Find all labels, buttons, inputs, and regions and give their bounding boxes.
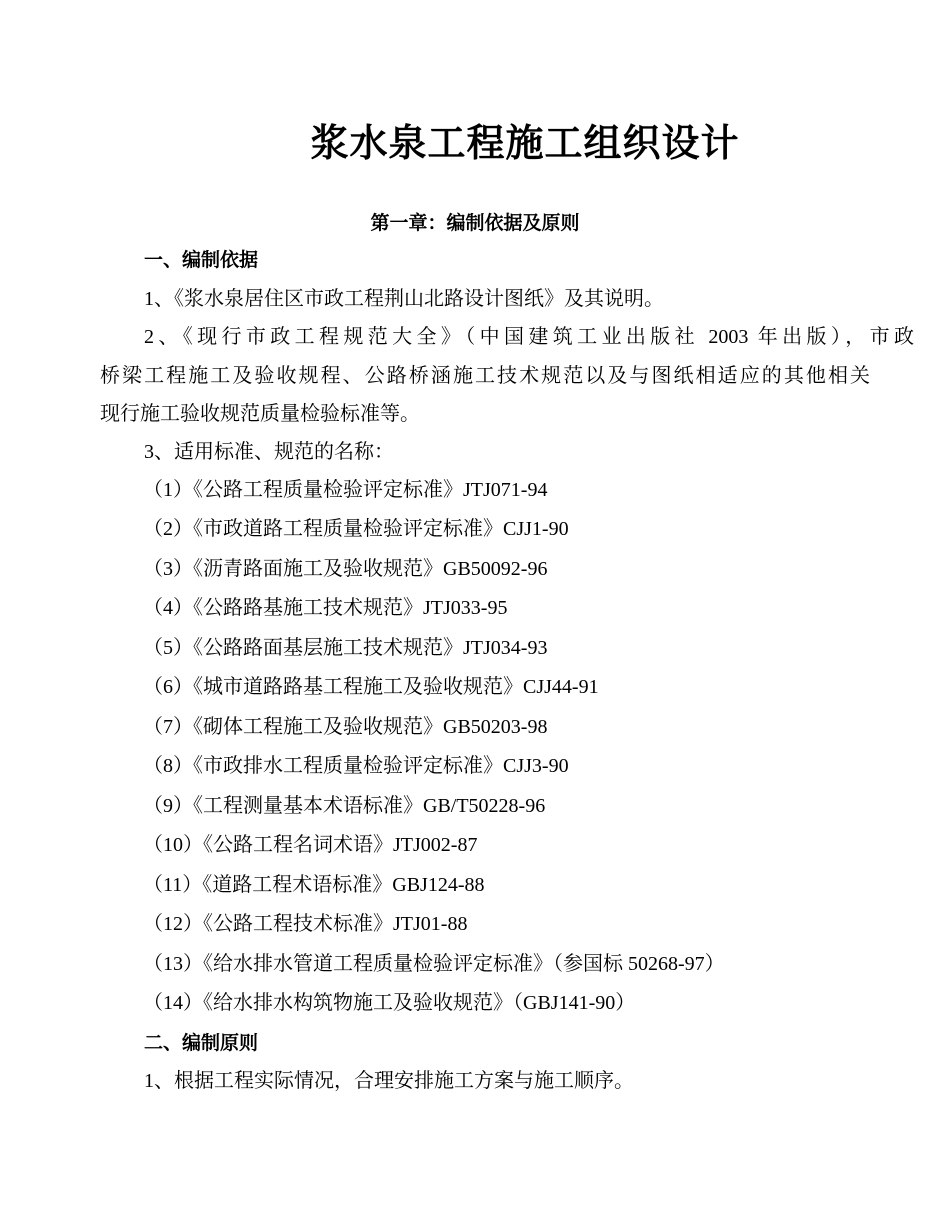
- section-heading-basis: 一、编制依据: [144, 249, 259, 271]
- standard-item: （9）《工程测量基本术语标准》GB/T50228-96: [143, 795, 546, 817]
- basis-item-2-line-1: 2、《现行市政工程规范大全》（中国建筑工业出版社 2003 年出版），市政: [144, 326, 914, 348]
- standard-item: （12）《公路工程技术标准》JTJ01-88: [143, 913, 468, 935]
- standard-item: （1）《公路工程质量检验评定标准》JTJ071-94: [143, 479, 548, 501]
- chapter-heading: 第一章：编制依据及原则: [370, 212, 580, 234]
- document-title: 浆水泉工程施工组织设计: [310, 121, 740, 165]
- standard-item: （8）《市政排水工程质量检验评定标准》CJJ3-90: [143, 755, 569, 777]
- standard-item: （11）《道路工程术语标准》GBJ124-88: [143, 874, 485, 896]
- standard-item: （7）《砌体工程施工及验收规范》GB50203-98: [143, 716, 548, 738]
- section-heading-principles: 二、编制原则: [144, 1032, 259, 1054]
- standard-item: （2）《市政道路工程质量检验评定标准》CJJ1-90: [143, 518, 569, 540]
- basis-item-1: 1、《浆水泉居住区市政工程荆山北路设计图纸》及其说明。: [144, 288, 664, 310]
- standard-item: （14）《给水排水构筑物施工及验收规范》（GBJ141-90）: [143, 992, 636, 1014]
- standard-item: （10）《公路工程名词术语》JTJ002-87: [143, 834, 478, 856]
- standard-item: （4）《公路路基施工技术规范》JTJ033-95: [143, 597, 508, 619]
- basis-item-2-line-2: 桥梁工程施工及验收规程、公路桥涵施工技术规范以及与图纸相适应的其他相关: [100, 365, 870, 387]
- standard-item: （3）《沥青路面施工及验收规范》GB50092-96: [143, 558, 548, 580]
- principle-item-1: 1、根据工程实际情况，合理安排施工方案与施工顺序。: [144, 1070, 634, 1092]
- basis-item-2-line-3: 现行施工验收规范质量检验标准等。: [100, 403, 420, 425]
- basis-item-3: 3、适用标准、规范的名称：: [144, 441, 394, 463]
- standard-item: （6）《城市道路路基工程施工及验收规范》CJJ44-91: [143, 676, 599, 698]
- standard-item: （13）《给水排水管道工程质量检验评定标准》（参国标 50268-97）: [143, 953, 725, 975]
- standard-item: （5）《公路路面基层施工技术规范》JTJ034-93: [143, 637, 548, 659]
